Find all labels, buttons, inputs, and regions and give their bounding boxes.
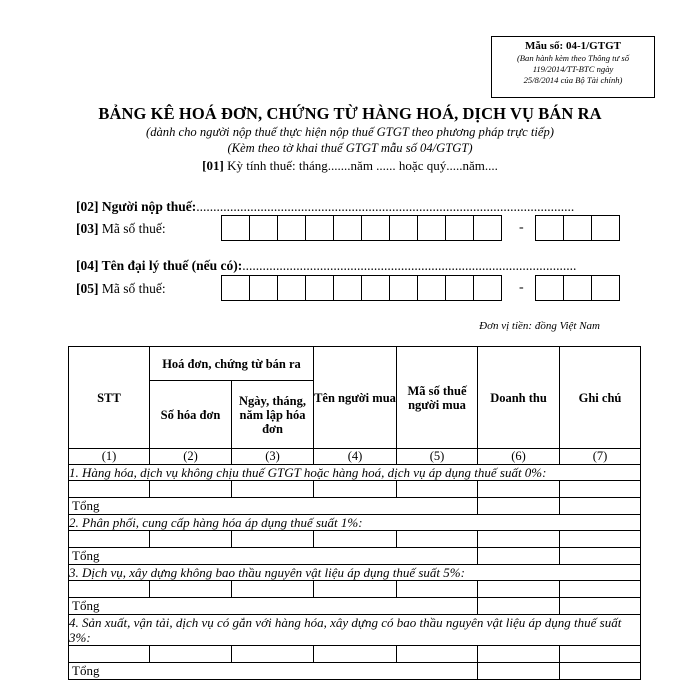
table-cell[interactable] — [69, 531, 150, 548]
section-row — [69, 565, 641, 581]
taxid-suffix-box[interactable] — [563, 215, 592, 241]
taxid-digit-box[interactable] — [445, 215, 474, 241]
form-code: Mẫu số: 04-1/GTGT — [525, 40, 621, 52]
header-buyer-name: Tên người mua — [314, 347, 397, 449]
taxid-code: [03] — [76, 221, 99, 236]
tax-period-text: Kỳ tính thuế: tháng.......năm ...... hoặc quý.....năm.... — [223, 158, 498, 173]
tax-period-line — [0, 158, 700, 174]
taxid-digit-box[interactable] — [389, 215, 418, 241]
total-row — [69, 548, 641, 565]
table-cell[interactable] — [560, 531, 641, 548]
table-cell[interactable] — [150, 581, 232, 598]
table-cell[interactable] — [478, 481, 560, 498]
column-number-row — [69, 449, 641, 465]
header-invoice-group: Hoá đơn, chứng từ bán ra — [150, 347, 314, 381]
taxid-suffix-box[interactable] — [535, 215, 564, 241]
column-number: (4) — [314, 449, 397, 465]
taxpayer-code: [02] — [76, 199, 99, 214]
table-row[interactable] — [69, 646, 641, 663]
table-cell[interactable] — [232, 581, 314, 598]
total-label: Tổng — [69, 548, 478, 565]
header-invoice-no: Số hóa đơn — [150, 381, 232, 449]
agent-taxid-digit-box[interactable] — [305, 275, 334, 301]
table-row[interactable] — [69, 581, 641, 598]
total-row — [69, 498, 641, 515]
taxid-digit-box[interactable] — [473, 215, 502, 241]
taxpayer-field — [76, 199, 574, 215]
agent-taxid-suffix-box[interactable] — [535, 275, 564, 301]
total-revenue-cell[interactable] — [478, 548, 560, 565]
agent-dots[interactable]: ................................................................................................... — [242, 258, 577, 273]
taxid-suffix-box[interactable] — [591, 215, 620, 241]
table-cell[interactable] — [478, 646, 560, 663]
document-subtitle: (dành cho người nộp thuế thực hiện nộp thuế GTGT theo phương pháp trực tiếp) — [146, 125, 554, 139]
table-cell[interactable] — [560, 646, 641, 663]
agent-taxid-code: [05] — [76, 281, 99, 296]
table-cell[interactable] — [314, 581, 397, 598]
column-number: (6) — [478, 449, 560, 465]
table-cell[interactable] — [314, 531, 397, 548]
section-row — [69, 465, 641, 481]
total-note-cell[interactable] — [560, 598, 641, 615]
taxid-digit-box[interactable] — [361, 215, 390, 241]
table-cell[interactable] — [478, 581, 560, 598]
currency-note: Đơn vị tiền: đồng Việt Nam — [479, 320, 600, 332]
table-cell[interactable] — [69, 646, 150, 663]
form-code-box — [491, 36, 655, 98]
header-revenue: Doanh thu — [478, 347, 560, 449]
table-cell[interactable] — [314, 481, 397, 498]
agent-taxid-digit-box[interactable] — [277, 275, 306, 301]
table-cell[interactable] — [397, 646, 478, 663]
table-cell[interactable] — [397, 581, 478, 598]
document-subtitle-attachment: (Kèm theo tờ khai thuế GTGT mẫu số 04/GTGT) — [227, 141, 473, 155]
taxid-digit-box[interactable] — [333, 215, 362, 241]
agent-taxid-digit-box[interactable] — [417, 275, 446, 301]
table-cell[interactable] — [397, 481, 478, 498]
agent-taxid-digit-box[interactable] — [445, 275, 474, 301]
total-row — [69, 663, 641, 680]
section-3-title: 3. Dịch vụ, xây dựng không bao thầu nguyên vật liệu áp dụng thuế suất 5%: — [69, 565, 641, 581]
agent-taxid-digit-box[interactable] — [333, 275, 362, 301]
agent-taxid-boxes[interactable] — [221, 275, 501, 301]
table-cell[interactable] — [69, 481, 150, 498]
table-cell[interactable] — [232, 481, 314, 498]
taxid-boxes[interactable] — [221, 215, 501, 241]
column-number: (7) — [560, 449, 641, 465]
agent-code: [04] — [76, 258, 99, 273]
agent-taxid-digit-box[interactable] — [221, 275, 250, 301]
taxid-label: Mã số thuế: — [98, 221, 166, 236]
taxid-field-label — [76, 221, 166, 237]
total-note-cell[interactable] — [560, 548, 641, 565]
agent-taxid-digit-box[interactable] — [361, 275, 390, 301]
column-number: (2) — [150, 449, 232, 465]
header-note: Ghi chú — [560, 347, 641, 449]
agent-field — [76, 258, 576, 274]
section-row — [69, 515, 641, 531]
total-label: Tổng — [69, 498, 478, 515]
tax-period-code: [01] — [202, 158, 224, 173]
table-cell[interactable] — [232, 531, 314, 548]
taxid-digit-box[interactable] — [305, 215, 334, 241]
table-cell[interactable] — [397, 531, 478, 548]
agent-taxid-digit-box[interactable] — [249, 275, 278, 301]
total-label: Tổng — [69, 598, 478, 615]
agent-label: Tên đại lý thuế (nếu có): — [98, 258, 243, 273]
form-note-line-1: (Ban hành kèm theo Thông tư số — [516, 53, 630, 63]
section-1-title: 1. Hàng hóa, dịch vụ không chịu thuế GTGT hoặc hàng hoá, dịch vụ áp dụng thuế suất 0%: — [69, 465, 641, 481]
sales-invoice-table — [68, 346, 641, 680]
total-revenue-cell[interactable] — [478, 663, 560, 680]
taxid-suffix-boxes[interactable] — [535, 215, 619, 241]
column-number: (5) — [397, 449, 478, 465]
taxid-digit-box[interactable] — [249, 215, 278, 241]
taxid-digit-box[interactable] — [277, 215, 306, 241]
header-stt: STT — [69, 347, 150, 449]
agent-taxid-label: Mã số thuế: — [98, 281, 166, 296]
table-cell[interactable] — [560, 581, 641, 598]
section-row — [69, 615, 641, 646]
column-number: (1) — [69, 449, 150, 465]
agent-taxid-suffix-box[interactable] — [591, 275, 620, 301]
taxpayer-label: Người nộp thuế: — [98, 199, 197, 214]
total-row — [69, 598, 641, 615]
table-cell[interactable] — [69, 581, 150, 598]
table-row[interactable] — [69, 481, 641, 498]
total-revenue-cell[interactable] — [478, 498, 560, 515]
taxid-dash: - — [519, 220, 524, 235]
header-invoice-date: Ngày, tháng, năm lập hóa đơn — [232, 381, 314, 449]
table-cell[interactable] — [150, 646, 232, 663]
table-cell[interactable] — [314, 646, 397, 663]
total-label: Tổng — [69, 663, 478, 680]
form-note-line-3: 25/8/2014 của Bộ Tài chính) — [523, 75, 623, 85]
taxid-digit-box[interactable] — [221, 215, 250, 241]
column-number: (3) — [232, 449, 314, 465]
agent-taxid-dash: - — [519, 280, 524, 295]
header-buyer-taxid: Mã số thuế người mua — [397, 347, 478, 449]
table-cell[interactable] — [560, 481, 641, 498]
total-revenue-cell[interactable] — [478, 598, 560, 615]
document-title: BẢNG KÊ HOÁ ĐƠN, CHỨNG TỪ HÀNG HOÁ, DỊCH VỤ BÁN RA — [98, 104, 602, 123]
table-cell[interactable] — [478, 531, 560, 548]
total-note-cell[interactable] — [560, 663, 641, 680]
agent-taxid-field-label — [76, 281, 166, 297]
form-note-line-2: 119/2014/TT-BTC ngày — [532, 64, 614, 74]
table-cell[interactable] — [150, 481, 232, 498]
agent-taxid-digit-box[interactable] — [389, 275, 418, 301]
agent-taxid-suffix-box[interactable] — [563, 275, 592, 301]
taxid-digit-box[interactable] — [417, 215, 446, 241]
total-note-cell[interactable] — [560, 498, 641, 515]
section-2-title: 2. Phân phối, cung cấp hàng hóa áp dụng thuế suất 1%: — [69, 515, 641, 531]
table-cell[interactable] — [232, 646, 314, 663]
section-4-title: 4. Sản xuất, vận tải, dịch vụ có gắn với hàng hóa, xây dựng có bao thầu nguyên vật liệu áp dụng thuế suất 3%: — [69, 615, 641, 646]
agent-taxid-suffix-boxes[interactable] — [535, 275, 619, 301]
taxpayer-dots[interactable]: ................................................................................................................ — [196, 199, 575, 214]
table-cell[interactable] — [150, 531, 232, 548]
table-row[interactable] — [69, 531, 641, 548]
agent-taxid-digit-box[interactable] — [473, 275, 502, 301]
